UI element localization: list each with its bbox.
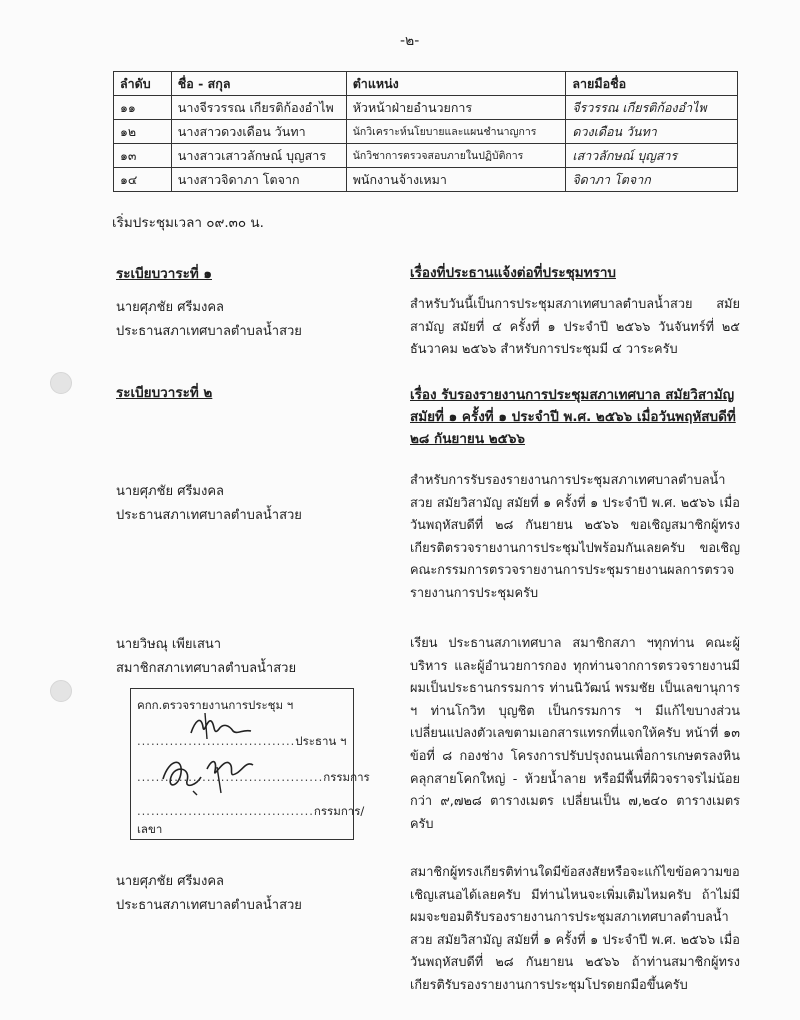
committee-title: คกก.ตรวจรายงานการประชุม ฯ — [137, 698, 294, 712]
speaker-name: นายวิษณุ เพียเสนา — [116, 637, 222, 652]
header-name: ชื่อ - สกุล — [171, 72, 346, 96]
header-position: ตำแหน่ง — [346, 72, 566, 96]
row-no: ๑๓ — [114, 144, 172, 168]
row-position: พนักงานจ้างเหมา — [346, 168, 566, 192]
row-name: นางจีรวรรณ เกียรติก้องอำไพ — [171, 96, 346, 120]
table-row — [114, 120, 738, 144]
page-number: -๒- — [400, 33, 420, 49]
committee-role-3: กรรมการ/เลขา — [137, 804, 365, 836]
speaker-name: นายศุภชัย ศรีมงคล — [116, 484, 225, 499]
row-no: ๑๔ — [114, 168, 172, 192]
committee-line-1: ..................................ประธาน ฯ — [137, 734, 347, 748]
committee-role-1: ประธาน ฯ — [295, 734, 347, 748]
agenda-2-text-1: สำหรับการรับรองรายงานการประชุมสภาเทศบาลตำบลน้ำสวย สมัยวิสามัญ สมัยที่ ๑ ครั้งที่ ๑ ประจำปี พ.ศ. ๒๕๖๖ เมื่อวันพฤหัสบดีที่ ๒๘ กันยายน ๒๕๖๖ ขอเชิญสมาชิกผู้ทรงเกียรติตรวจรายงานการประชุมไปพร้อมกันเลยครับ ขอเชิญคณะกรรมการตรวจรายงานการประชุมรายงานผลการตรวจรายงานการประชุมครับ — [410, 473, 740, 601]
table-row — [114, 96, 738, 120]
row-position: หัวหน้าฝ่ายอำนวยการ — [346, 96, 566, 120]
agenda-1-text: สำหรับวันนี้เป็นการประชุมสภาเทศบาลตำบลน้ำสวย สมัยสามัญ สมัยที่ ๔ ครั้งที่ ๑ ประจำปี ๒๕๖๖ วันจันทร์ที่ ๒๕ ธันวาคม ๒๕๖๖ สำหรับการประชุมมี ๔ วาระครับ — [410, 297, 740, 358]
agenda-2-speaker-1 — [116, 480, 302, 528]
agenda-1-heading: ระเบียบวาระที่ ๑ — [116, 266, 212, 282]
committee-role-2: กรรมการ — [323, 770, 370, 784]
row-name: นางสาวจิดาภา โตจาก — [171, 168, 346, 192]
punch-hole-icon — [50, 372, 72, 394]
attendance-table — [113, 71, 738, 192]
speaker-name: นายศุภชัย ศรีมงคล — [116, 874, 225, 889]
meeting-start-time: เริ่มประชุมเวลา ๐๙.๓๐ น. — [112, 215, 264, 231]
table-row — [114, 144, 738, 168]
agenda-2-text-2: เรียน ประธานสภาเทศบาล สมาชิกสภา ฯทุกท่าน คณะผู้บริหาร และผู้อำนวยการกอง ทุกท่านจากการตรวจรายงานมีผมเป็นประธานกรรมการ ท่านนิวัฒน์ พรมชัย เป็นเลขานุการ ฯ ท่านโกวิท บุญชิต เป็นกรรมการ ฯ มีแก้ไขบางส่วนเปลี่ยนแปลงตัวเลขตามเอกสารแทรกที่แจกให้ครับ หน้าที่ ๑๓ ข้อที่ ๘ กองช่าง โครงการปรับปรุงถนนเพื่อการเกษตรลงหินคลุกสายโคกใหญ่ - ห้วยน้ำลาย หรือมีพื้นที่ผิวจราจรไม่น้อยกว่า ๙,๗๒๘ ตารางเมตร เปลี่ยนเป็น ๗,๒๔๐ ตารางเมตร ครับ — [410, 636, 740, 832]
row-position: นักวิเคราะห์นโยบายและแผนชำนาญการ — [346, 120, 566, 144]
committee-line-3: ......................................กรรมการ/เลขา — [137, 804, 365, 836]
header-no: ลำดับ — [114, 72, 172, 96]
agenda-2-speaker-2 — [116, 633, 296, 681]
punch-hole-icon — [50, 680, 72, 702]
committee-signature-box — [130, 688, 370, 840]
speaker-role: ประธานสภาเทศบาลตำบลน้ำสวย — [116, 324, 302, 339]
table-row — [114, 168, 738, 192]
speaker-role: ประธานสภาเทศบาลตำบลน้ำสวย — [116, 508, 302, 523]
speaker-name: นายศุภชัย ศรีมงคล — [116, 300, 225, 315]
committee-line-2: ........................................กรรมการ — [137, 770, 370, 784]
agenda-2-speaker-3 — [116, 870, 302, 918]
agenda-2-text-3: สมาชิกผู้ทรงเกียรติท่านใดมีข้อสงสัยหรือจะแก้ไขข้อความขอเชิญเสนอได้เลยครับ มีท่านไหนจะเพิ่มเติมไหมครับ ถ้าไม่มีผมจะขอมติรับรองรายงานการประชุมสภาเทศบาลตำบลน้ำสวย สมัยวิสามัญ สมัยที่ ๑ ครั้งที่ ๑ ประจำปี พ.ศ. ๒๕๖๖ เมื่อวันพฤหัสบดีที่ ๒๘ กันยายน ๒๕๖๖ ถ้าท่านสมาชิกผู้ทรงเกียรติรับรองรายงานการประชุมโปรดยกมือขึ้นครับ — [410, 865, 740, 993]
agenda-2-title: เรื่อง รับรองรายงานการประชุมสภาเทศบาล สมัยวิสามัญ สมัยที่ ๑ ครั้งที่ ๑ ประจำปี พ.ศ. ๒๕๖๖ เมื่อวันพฤหัสบดีที่ ๒๘ กันยายน ๒๕๖๖ — [410, 387, 736, 447]
header-signature: ลายมือชื่อ — [566, 72, 738, 96]
row-signature: ดวงเดือน วันทา — [566, 120, 738, 144]
row-position: นักวิชาการตรวจสอบภายในปฏิบัติการ — [346, 144, 566, 168]
row-signature: จีรวรรณ เกียรติก้องอำไพ — [566, 96, 738, 120]
speaker-role: ประธานสภาเทศบาลตำบลน้ำสวย — [116, 898, 302, 913]
row-name: นางสาวดวงเดือน วันทา — [171, 120, 346, 144]
row-name: นางสาวเสาวลักษณ์ บุญสาร — [171, 144, 346, 168]
speaker-role: สมาชิกสภาเทศบาลตำบลน้ำสวย — [116, 661, 297, 676]
agenda-1-speaker — [116, 296, 302, 344]
row-signature: เสาวลักษณ์ บุญสาร — [566, 144, 738, 168]
table-header-row — [114, 72, 738, 96]
agenda-2-heading: ระเบียบวาระที่ ๒ — [116, 385, 213, 401]
agenda-1-title: เรื่องที่ประธานแจ้งต่อที่ประชุมทราบ — [410, 265, 616, 281]
row-no: ๑๑ — [114, 96, 172, 120]
row-signature: จิดาภา โตจาก — [566, 168, 738, 192]
row-no: ๑๒ — [114, 120, 172, 144]
